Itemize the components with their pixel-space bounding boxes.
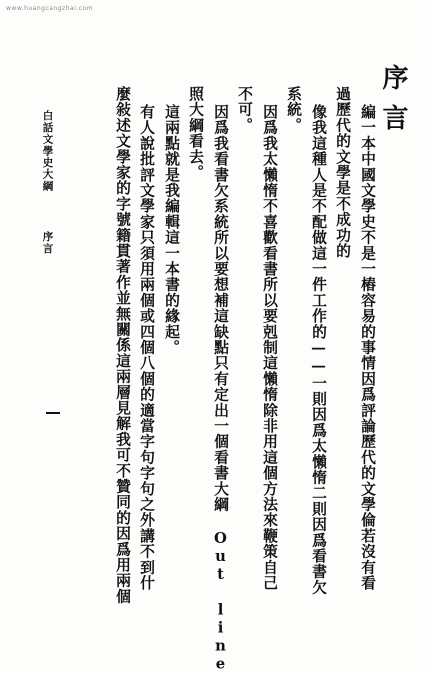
text-column: 系統。 bbox=[285, 86, 302, 134]
page-title: 序言 bbox=[378, 64, 408, 144]
text-column: 麼敍述文學家的字號籍貫著作並無關係這兩層見解我可不贊同的因爲用兩個 bbox=[114, 86, 131, 605]
text-column: 因爲我太懶惰不喜歡看書所以要剋制這懶惰除非用這個方法來鞭策自己 bbox=[261, 104, 278, 591]
text-column: 像我這種人是不配做這一件工作的——一則因爲太懶惰二則因爲看書欠 bbox=[310, 104, 327, 596]
text-column: 不可。 bbox=[236, 86, 253, 134]
text-column: 因爲我看書欠系統所以要想補這缺點只有定出一個看書大綱 Out line bbox=[212, 104, 229, 673]
running-head-title: 白話文學史大綱 bbox=[41, 110, 54, 192]
text-column: 照大綱看去。 bbox=[187, 86, 204, 181]
running-head bbox=[42, 110, 53, 255]
watermark: www.huangcangzhai.com bbox=[6, 5, 94, 12]
text-column: 有人說批評文學家只須用兩個或四個八個的適當字句字句之外講不到什 bbox=[138, 104, 155, 591]
page-number bbox=[46, 412, 60, 414]
text-column: 過歷代的文學是不成功的 bbox=[334, 86, 351, 259]
text-column: 這兩點就是我編輯這一本書的緣起。 bbox=[163, 104, 180, 356]
running-head-section: 序言 bbox=[41, 231, 54, 255]
text-column: 編一本中國文學史不是一樁容易的事情因爲評論歷代的文學倫若沒有看 bbox=[359, 104, 376, 591]
